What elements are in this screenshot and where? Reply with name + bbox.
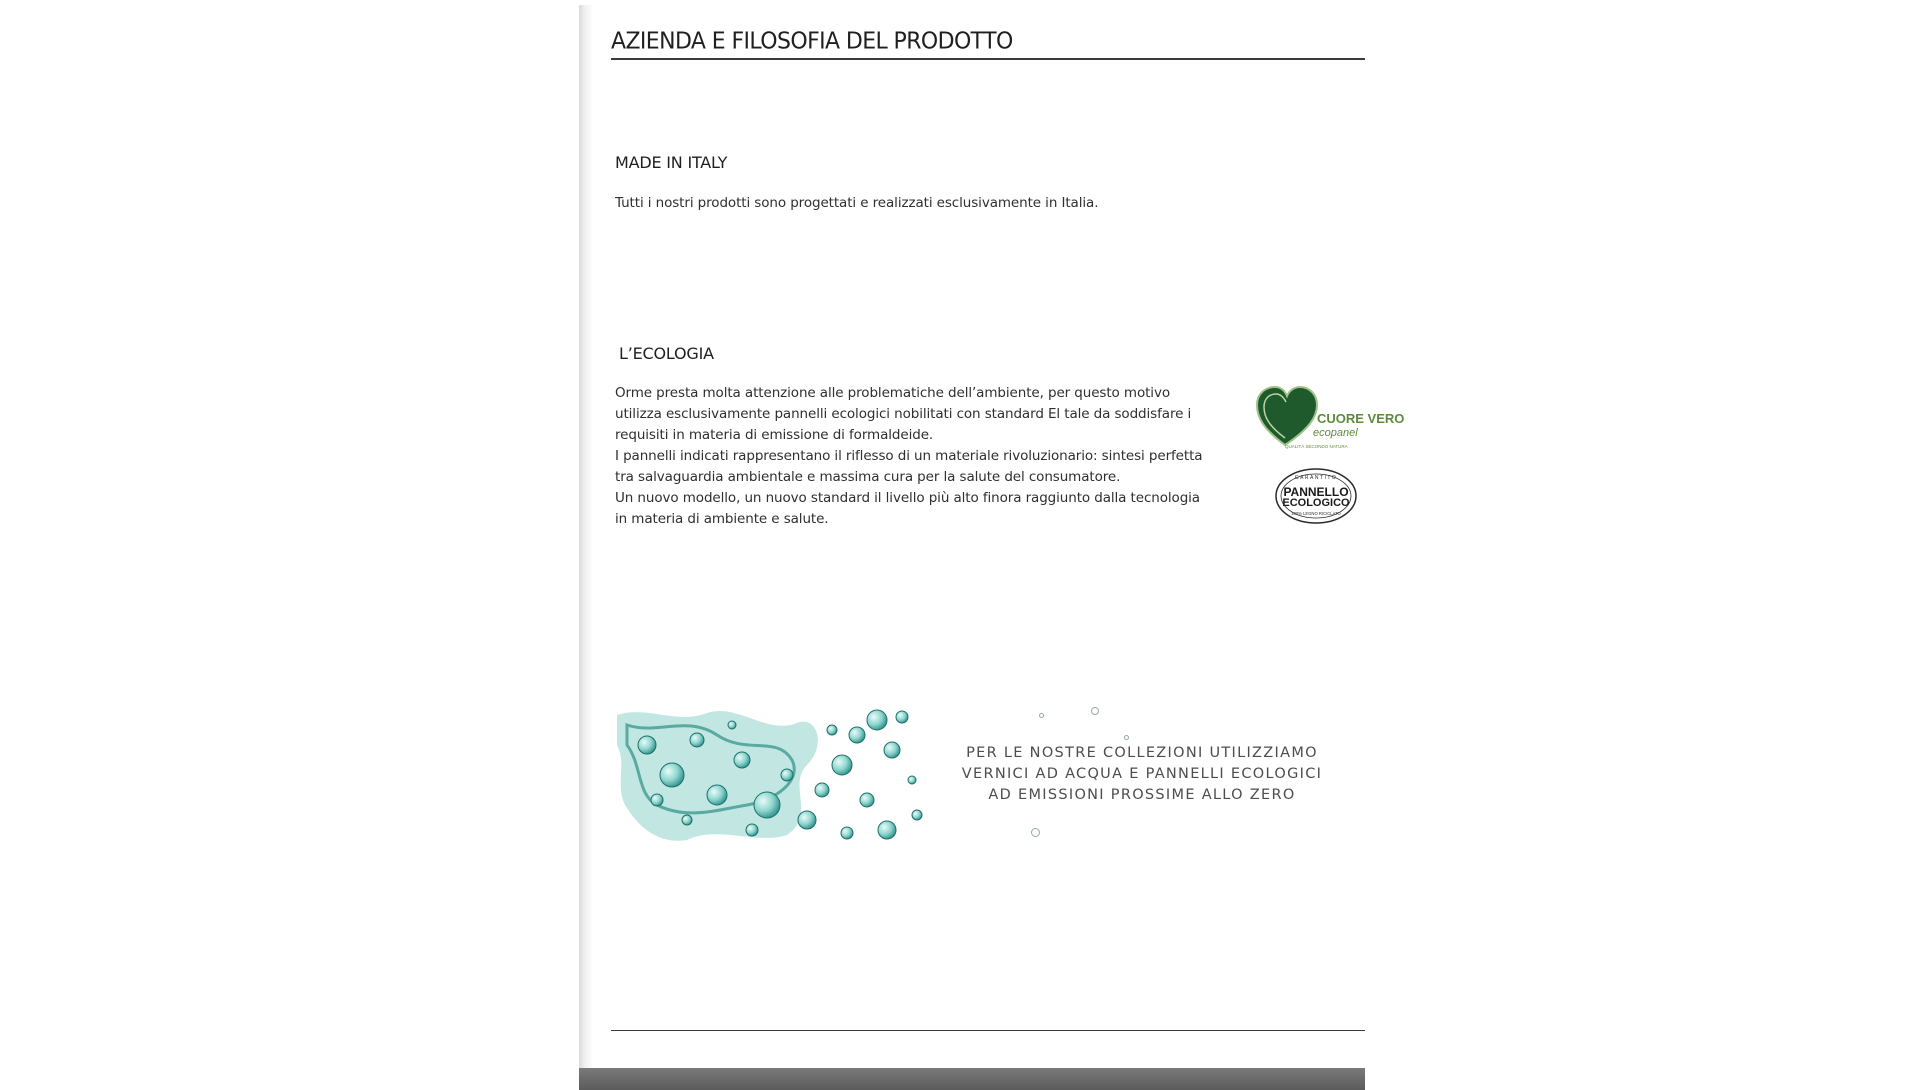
seal-line1: PANNELLO [1283,485,1349,499]
ecologia-paragraph [615,383,1202,530]
cuore-vero-tagline: QUALITÀ SECONDO NATURA [1285,444,1348,449]
cuore-vero-name: CUORE VERO [1317,411,1405,426]
ecologia-heading: L’ECOLOGIA [619,344,714,363]
floating-bubble [1091,707,1099,715]
ecologia-line: Un nuovo modello, un nuovo standard il livello più alto finora raggiunto dalla tecnologia [615,490,1200,506]
ecologia-line: in materia di ambiente e salute. [615,511,829,527]
floating-bubble [1031,828,1040,837]
ecologia-line: Orme presta molta attenzione alle problematiche dell’ambiente, per questo motivo [615,385,1170,401]
banner-line: AD EMISSIONI PROSSIME ALLO ZERO [988,787,1296,803]
seal-line2: ECOLOGICO [1282,497,1350,509]
seal-bottom-text: 100% LEGNO RICICLATO [1291,511,1341,516]
ecologia-line: tra salvaguardia ambientale e massima cura per la salute del consumatore. [615,469,1121,485]
seal-top-text: GARANTITO [1294,475,1338,481]
floating-bubble [1039,713,1044,718]
cuore-vero-logo [1255,383,1405,453]
floating-bubble [1124,735,1129,740]
made-in-italy-text: Tutti i nostri prodotti sono progettati e realizzati esclusivamente in Italia. [615,195,1099,211]
ecologia-line: utilizza esclusivamente pannelli ecologici nobilitati con standard El tale da soddisfare i [615,406,1192,422]
pannello-ecologico-seal [1274,467,1358,525]
ecologia-line: requisiti in materia di emissione di formaldeide. [615,427,934,443]
page-bottom-edge [579,1068,1365,1090]
page-title: AZIENDA E FILOSOFIA DEL PRODOTTO [611,28,1013,55]
made-in-italy-heading: MADE IN ITALY [615,153,728,172]
page-binding-shadow [579,5,593,1090]
water-bubbles-image [617,705,929,845]
title-divider [611,58,1365,60]
banner-tagline [939,743,1345,806]
banner-line: PER LE NOSTRE COLLEZIONI UTILIZZIAMO [966,745,1318,761]
cuore-vero-sub: ecopanel [1313,427,1358,439]
document-page [579,5,1405,1090]
ecologia-line: I pannelli indicati rappresentano il riflesso di un materiale rivoluzionario: sintesi perfetta [615,448,1203,464]
footer-divider [611,1030,1365,1031]
banner-line: VERNICI AD ACQUA E PANNELLI ECOLOGICI [961,766,1323,782]
